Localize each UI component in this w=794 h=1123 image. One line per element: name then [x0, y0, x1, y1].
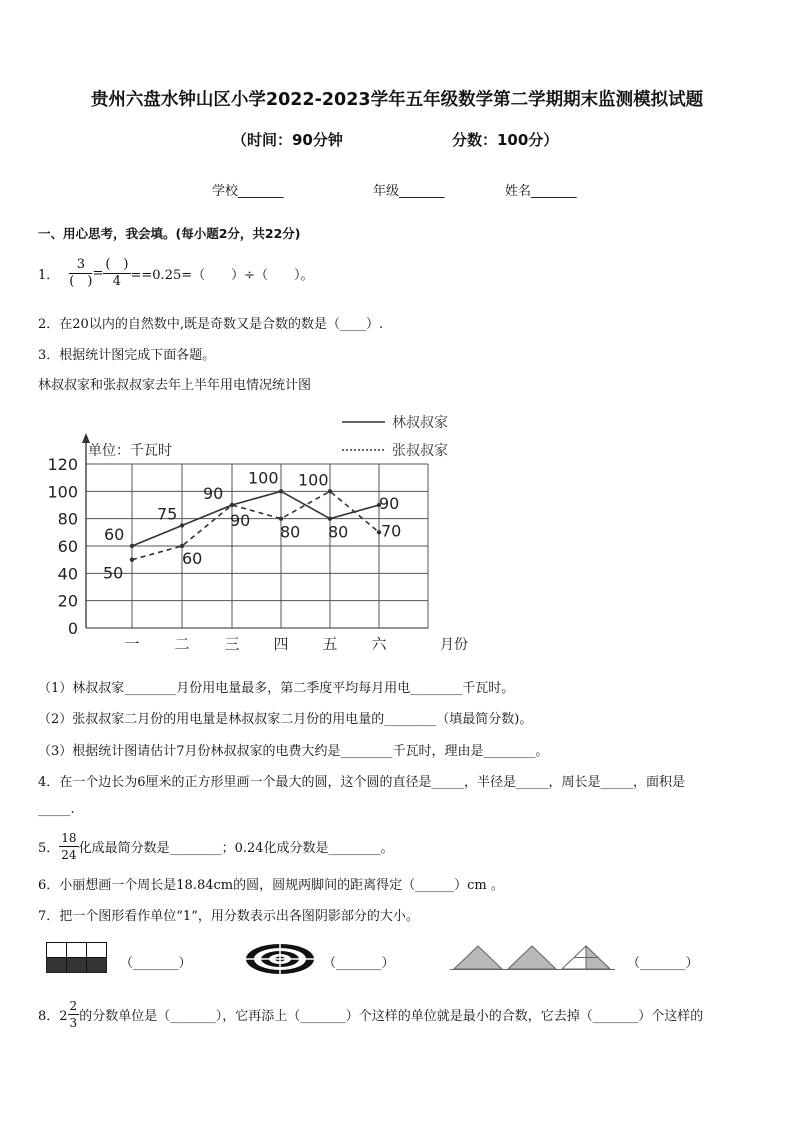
x-tick-label: 二 [174, 635, 190, 653]
chart-data-labels [103, 468, 401, 582]
data-point [230, 503, 234, 507]
grid-shaded-cell [47, 958, 67, 973]
data-label: 60 [182, 549, 203, 568]
data-point [328, 489, 332, 493]
data-point [130, 544, 134, 548]
y-tick-label: 120 [47, 455, 78, 474]
y-tick-label: 100 [47, 482, 78, 502]
data-label: 80 [328, 522, 349, 542]
data-label: 90 [230, 511, 251, 530]
question-4-line-1: 4．在一个边长为6厘米的正方形里画一个最大的圆，这个圆的直径是_____，半径是_____，周长是_____，面积是 [38, 775, 686, 790]
name-field: 姓名_______ [505, 184, 577, 199]
data-point [279, 516, 283, 520]
q5-text: 化成最简分数是________；0.24化成分数是________。 [78, 840, 394, 856]
legend-series-1: 林叔叔家 [392, 415, 448, 431]
question-5 [38, 828, 394, 864]
data-point [180, 523, 184, 527]
data-point [328, 516, 332, 520]
school-field: 学校_______ [212, 184, 284, 199]
q5-fraction [59, 830, 78, 863]
triangles-figure [450, 943, 615, 975]
exam-time: （时间：90分钟 [232, 131, 343, 149]
data-label: 90 [203, 484, 224, 503]
grid-figure [46, 942, 108, 974]
data-label: 90 [379, 494, 400, 513]
data-label: 80 [280, 522, 301, 542]
q8-number: 8．2 [38, 1008, 68, 1024]
question-4-line-2: _____. [38, 802, 75, 817]
chart-x-axis-label: 月份 [440, 637, 468, 653]
x-tick-label: 三 [224, 635, 240, 653]
question-3: 3．根据统计图完成下面各题。 [38, 348, 216, 363]
chart-legend [342, 414, 448, 459]
shaded-triangle [508, 946, 556, 969]
q1-equals: = [92, 265, 104, 281]
y-tick-label: 40 [57, 564, 78, 584]
y-tick-label: 0 [67, 619, 78, 638]
data-label: 100 [248, 468, 279, 488]
q1-f1-denominator: ( ) [69, 273, 93, 289]
grid-shaded-cell [87, 958, 107, 973]
data-label: 50 [103, 563, 124, 583]
question-3-3: （3）根据统计图请估计7月份林叔叔家的电费大约是________千瓦时，理由是________。 [38, 744, 549, 759]
concentric-circles-figure [244, 942, 316, 976]
data-point [180, 544, 184, 548]
x-tick-label: 六 [371, 635, 387, 653]
question-2: 2．在20以内的自然数中,既是奇数又是合数的数是（____）. [38, 317, 384, 332]
section-title: 一、用心思考，我会填。(每小题2分，共22分) [38, 226, 301, 241]
question-3-1: （1）林叔叔家________月份用电量最多，第二季度平均每月用电________千瓦时。 [38, 681, 515, 696]
q5-numerator: 18 [61, 830, 77, 845]
shaded-triangle [454, 946, 502, 969]
data-label: 75 [157, 504, 178, 524]
y-tick-label: 20 [57, 591, 78, 611]
data-point [130, 557, 134, 561]
x-tick-label: 一 [124, 635, 140, 653]
y-tick-label: 60 [57, 537, 78, 556]
question-7: 7．把一个图形看作单位“1”，用分数表示出各图阴影部分的大小。 [38, 909, 419, 924]
chart-y-ticks [47, 455, 78, 638]
y-tick-label: 80 [57, 509, 78, 529]
legend-series-2: 张叔叔家 [392, 443, 448, 459]
grid-shaded-cell [67, 958, 87, 973]
data-point [279, 489, 283, 493]
q1-rest: ==0.25=（ ）÷（ ）。 [130, 267, 314, 283]
data-label: 70 [381, 521, 402, 541]
chart-unit-label: 单位：千瓦时 [88, 443, 172, 459]
question-6: 6．小丽想画一个周长是18.84cm的圆，圆规两脚间的距离得定（______）cm 。 [38, 878, 504, 893]
q1-number: 1． [38, 267, 60, 283]
q7-blank-3: （_______） [627, 956, 699, 971]
q5-number: 5． [38, 840, 60, 856]
page-title: 贵州六盘水钟山区小学2022-2023学年五年级数学第二学期期末监测模拟试题 [90, 90, 704, 110]
q8-text: 的分数单位是（_______），它再添上（_______）个这样的单位就是最小的合数，它去掉（_______）个这样的 [79, 1008, 704, 1024]
q1-f1-numerator: 3 [69, 257, 92, 274]
question-8 [38, 994, 703, 1034]
q7-blank-1: （_______） [120, 956, 192, 971]
q8-numerator: 2 [69, 998, 78, 1013]
q1-fraction-2 [103, 257, 130, 290]
q1-f2-denominator: 4 [112, 273, 122, 289]
q8-denominator: 3 [69, 1015, 78, 1030]
question-1 [38, 252, 314, 294]
q1-f2-numerator: ( ) [105, 256, 129, 272]
q1-fraction-1 [69, 257, 92, 290]
y-axis-arrow [82, 433, 90, 443]
q5-denominator: 24 [61, 847, 77, 862]
data-label: 100 [298, 470, 329, 490]
data-label: 60 [104, 525, 125, 544]
x-tick-label: 四 [273, 635, 289, 653]
chart-caption: 林叔叔家和张叔叔家去年上半年用电情况统计图 [38, 378, 312, 393]
grade-field: 年级_______ [373, 184, 445, 199]
q7-blank-2: （_______） [323, 956, 395, 971]
exam-score: 分数：100分） [452, 131, 559, 149]
chart-x-ticks [124, 635, 387, 653]
question-3-2: （2）张叔叔家二月份的用电量是林叔叔家二月份的用电量的________（填最简分数)。 [38, 712, 533, 727]
x-tick-label: 五 [322, 635, 338, 653]
line-chart [30, 405, 490, 660]
q8-fraction [68, 998, 80, 1031]
